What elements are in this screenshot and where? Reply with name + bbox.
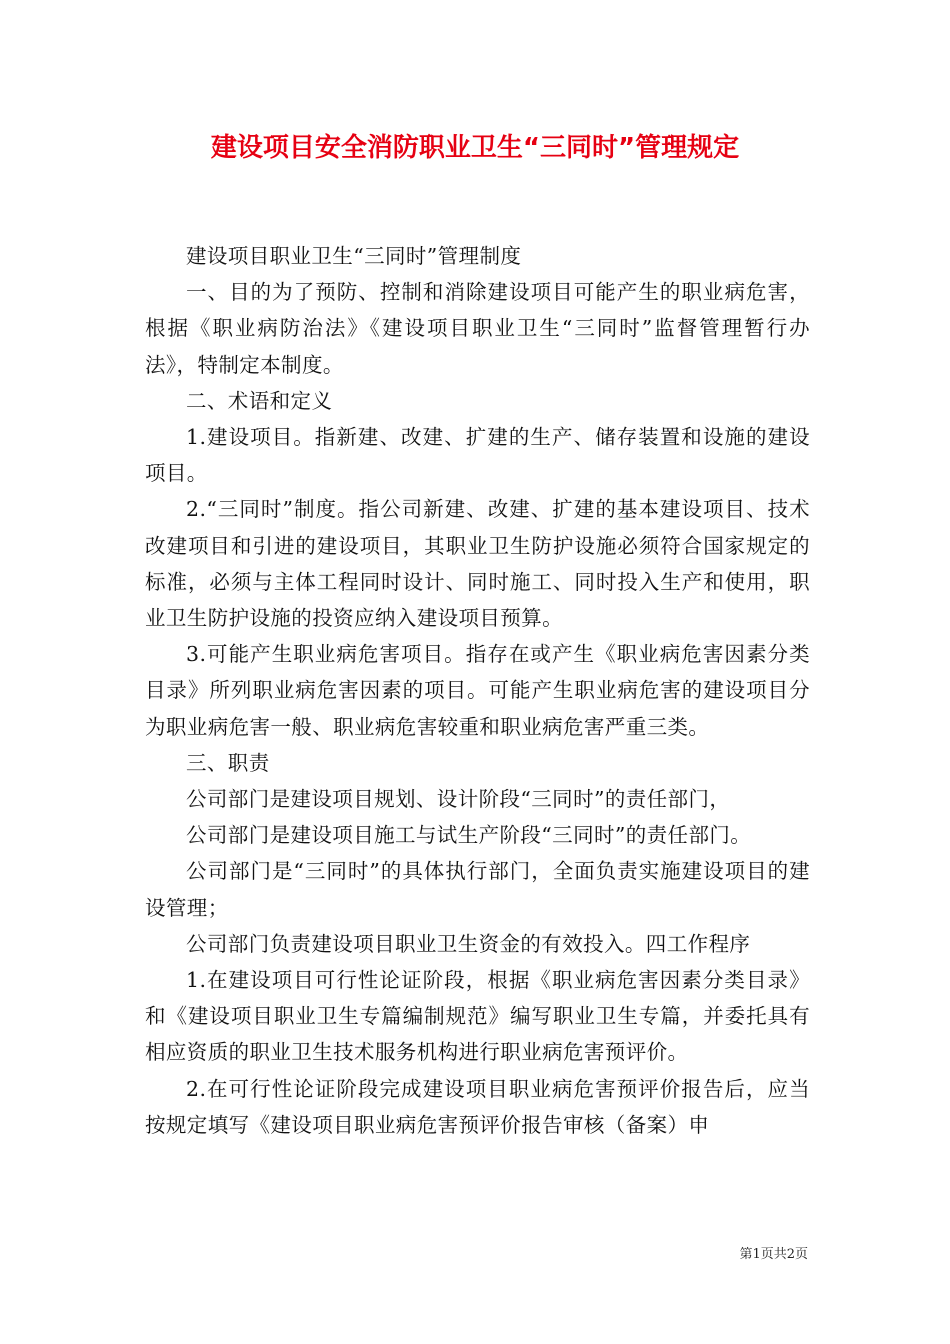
document-title: 建设项目安全消防职业卫生“三同时”管理规定 xyxy=(210,133,740,163)
paragraph: 2.在可行性论证阶段完成建设项目职业病危害预评价报告后，应当按规定填写《建设项目职业病危害预评价报告审核（备案）申 xyxy=(145,1076,810,1137)
paragraph: 2.“三同时”制度。指公司新建、改建、扩建的基本建设项目、技术改建项目和引进的建设项目，其职业卫生防护设施必须符合国家规定的标准，必须与主体工程同时设计、同时施工、同时投入生产和使用，职业卫生防护设施的投资应纳入建设项目预算。 xyxy=(145,497,810,631)
page-number: 第1页共2页 xyxy=(739,1247,808,1262)
section-heading: 三、职责 xyxy=(186,750,270,775)
paragraph: 公司部门是建设项目施工与试生产阶段“三同时”的责任部门。 xyxy=(186,823,752,848)
document-body xyxy=(145,238,810,1143)
paragraph: 建设项目职业卫生“三同时”管理制度 xyxy=(186,244,522,268)
paragraph: 3.可能产生职业病危害项目。指存在或产生《职业病危害因素分类目录》所列职业病危害因素的项目。可能产生职业病危害的建设项目分为职业病危害一般、职业病危害较重和职业病危害严重三类。 xyxy=(145,642,810,739)
paragraph: 一、目的为了预防、控制和消除建设项目可能产生的职业病危害，根据《职业病防治法》《建设项目职业卫生“三同时”监督管理暂行办法》，特制定本制度。 xyxy=(145,280,810,377)
paragraph: 公司部门是建设项目规划、设计阶段“三同时”的责任部门， xyxy=(186,787,731,812)
paragraph: 公司部门是“三同时”的具体执行部门，全面负责实施建设项目的建设管理； xyxy=(145,859,810,920)
paragraph: 1.建设项目。指新建、改建、扩建的生产、储存装置和设施的建设项目。 xyxy=(145,425,810,486)
paragraph: 公司部门负责建设项目职业卫生资金的有效投入。四工作程序 xyxy=(186,931,751,956)
section-heading: 二、术语和定义 xyxy=(186,388,333,413)
paragraph: 1.在建设项目可行性论证阶段，根据《职业病危害因素分类目录》和《建设项目职业卫生专篇编制规范》编写职业卫生专篇，并委托具有相应资质的职业卫生技术服务机构进行职业病危害预评价。 xyxy=(145,968,810,1065)
